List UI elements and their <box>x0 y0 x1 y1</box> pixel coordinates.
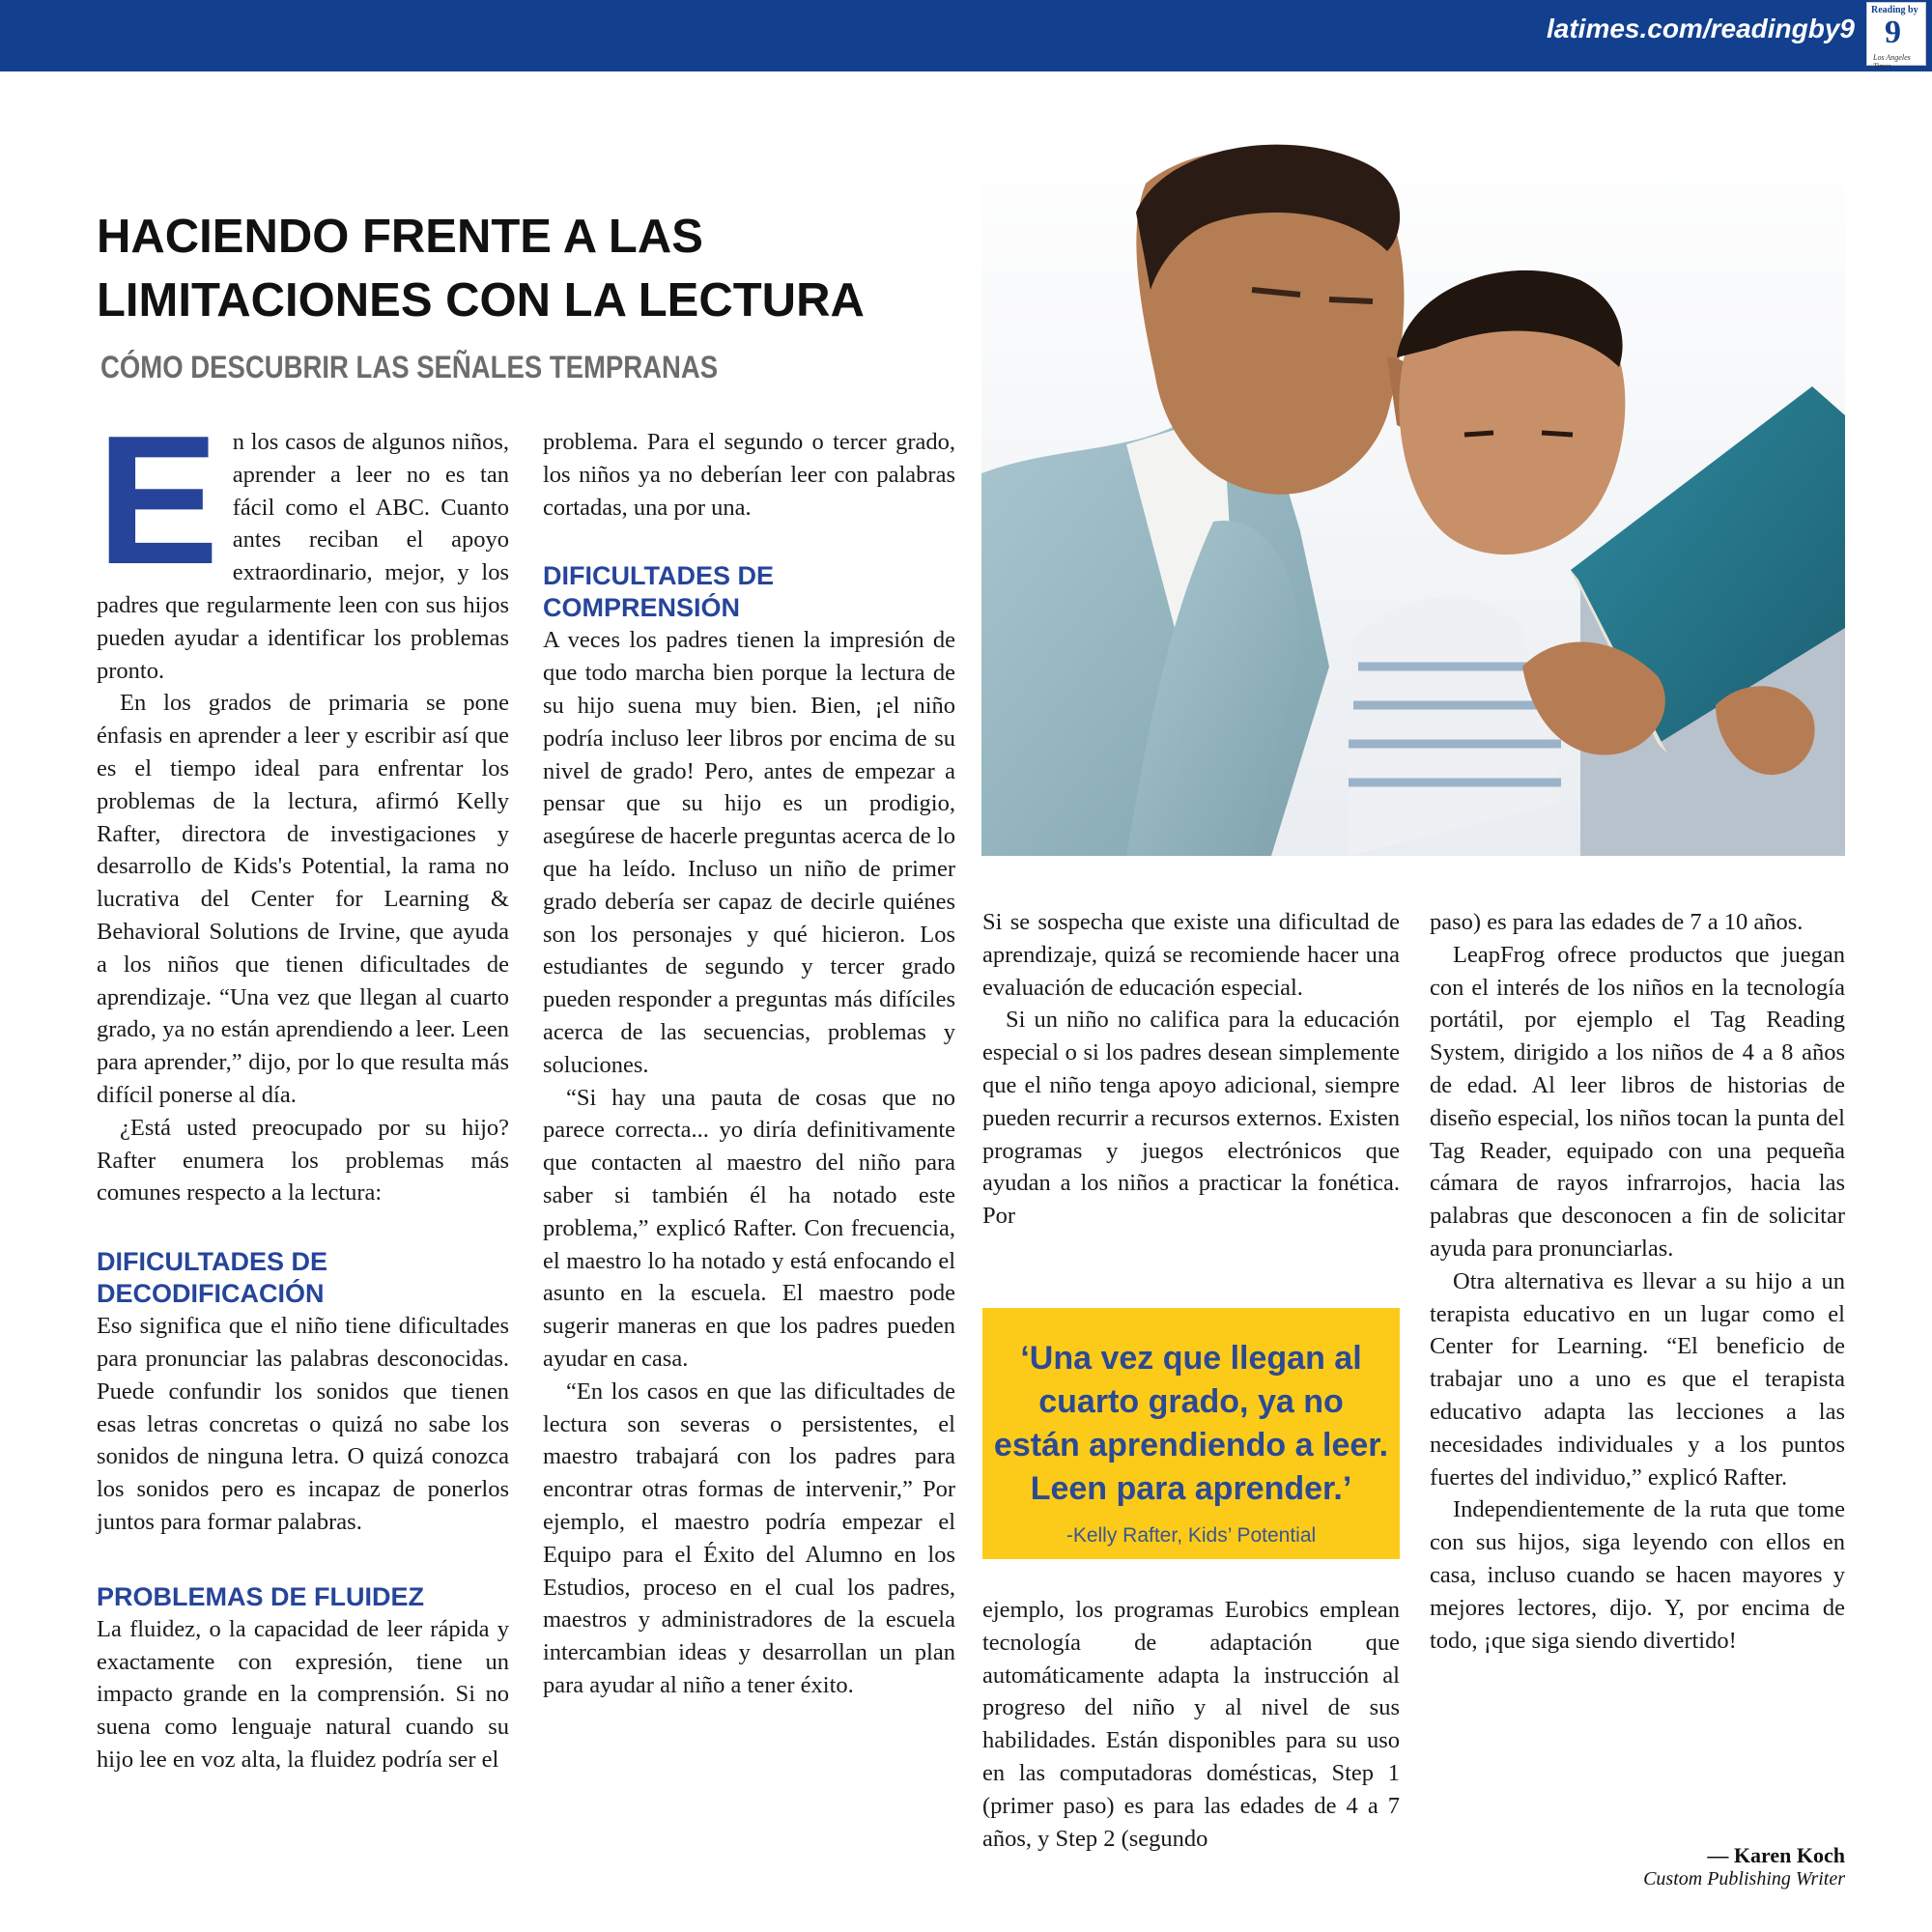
site-url[interactable]: latimes.com/readingby9 <box>1546 14 1855 43</box>
pull-quote-attribution: -Kelly Rafter, Kids’ Potential <box>1065 1524 1317 1547</box>
paragraph: La fluidez, o la capacidad de leer rápida y exactamente con expresión, tiene un impacto grande en la comprensión. Si no suena como lenguaje natural cuando su hijo lee en voz alta, la fluidez podría ser el <box>97 1615 509 1773</box>
paragraph: ¿Está usted preocupado por su hijo? Rafter enumera los problemas más comunes respecto a la lectura: <box>97 1114 509 1207</box>
paragraph: A veces los padres tienen la impresión de que todo marcha bien porque la lectura de su hijo suena muy bien. Bien, ¡el niño podría incluso leer libros por encima de su nivel de grado! Pero, antes de empezar a pensar que su hijo es un prodigio, asegúrese de hacerle preguntas acerca de lo que ha leído. Incluso un niño de primer grado debería ser capaz de decirle quiénes son los personajes y qué hicieron. Los estudiantes de segundo y tercer grado pueden responder a preguntas más difíciles acerca de las secuencias, problemas y soluciones. <box>543 627 955 1078</box>
article-column-3-top <box>982 906 1400 1233</box>
paragraph: “Si hay una pauta de cosas que no parece correcta... yo diría definitivamente que contacten al maestro del niño para saber si también él ha notado este problema,” explicó Rafter. Con frecuencia, el maestro lo ha notado y está enfocando el asunto en la escuela. El maestro pode sugerir maneras en que los padres pueden ayudar en casa. <box>543 1084 955 1372</box>
section-heading-comprension: DIFICULTADES DE COMPRENSIÓN <box>543 561 774 623</box>
byline <box>1643 1843 1845 1890</box>
paragraph: Otra alternativa es llevar a su hijo a un terapista educativo en un lugar como el Center for Learning. “El beneficio de trabajar uno a uno es que el terapista educativo adapta las lecciones a las necesidades individuales y a los puntos fuertes del individuo,” explicó Rafter. <box>1430 1267 1845 1491</box>
header-bar <box>0 0 1932 71</box>
paragraph: problema. Para el segundo o tercer grado, los niños ya no deberían leer con palabras cortadas, una por una. <box>543 429 955 521</box>
paragraph: Si se sospecha que existe una dificultad de aprendizaje, quizá se recomiende hacer una evaluación de educación especial. <box>982 909 1400 1001</box>
paragraph: Independientemente de la ruta que tome con sus hijos, siga leyendo con ellos en casa, incluso cuando se hacen mayores y mejores lectores, dijo. Y, por encima de todo, ¡que siga siendo divertido! <box>1430 1496 1845 1654</box>
article-column-4 <box>1430 906 1845 1657</box>
paragraph: Eso significa que el niño tiene dificultades para pronunciar las palabras desconocidas. Puede confundir los sonidos que tienen esas letras concretas o quizá no sabe los sonidos de ninguna letra. O quizá conozca los sonidos pero es incapaz de ponerlos juntos para formar palabras. <box>97 1313 509 1535</box>
reading-by-9-logo[interactable] <box>1866 2 1926 71</box>
paragraph: Si un niño no califica para la educación especial o si los padres desean simplemente que el niño tenga apoyo adicional, siempre pueden recurrir a recursos externos. Existen programas y juegos electrónicos que ayudan a los niños a practicar la fonética. Por <box>982 1007 1400 1230</box>
paragraph: paso) es para las edades de 7 a 10 años. <box>1430 909 1804 935</box>
paragraph: ejemplo, los programas Eurobics emplean tecnología de adaptación que automáticamente adapta la instrucción al progreso del niño y al nivel de sus habilidades. Están disponibles para su uso en las computadoras domésticas, Step 1 (primer paso) es para las edades de 4 a 7 años, y Step 2 (segundo <box>982 1597 1400 1852</box>
photo-illustration <box>981 126 1845 856</box>
paragraph: En los grados de primaria se pone énfasis en aprender a leer y escribir así que es el tiempo ideal para enfrentar los problemas de la lectura, afirmó Kelly Rafter, directora de investigaciones y desarrollo de Kids's Potential, la rama no lucrativa del Center for Learning & Behavioral Solutions de Irvine, que ayuda a los niños que tienen dificultades de aprendizaje. “Una vez que llegan al cuarto grado, ya no están aprendiendo a leer. Leen para aprender,” dijo, por lo que resulta más difícil ponerse al día. <box>97 690 509 1108</box>
paragraph: n los casos de algunos niños, aprender a leer no es tan fácil como el ABC. Cuanto antes reciban el apoyo extraordinario, mejor, y los padres que regularmente leen con sus hijos pueden ayudar a identificar los problemas pronto. <box>97 429 509 684</box>
article-headline: HACIENDO FRENTE A LAS LIMITACIONES CON LA LECTURA <box>97 211 865 327</box>
paragraph: “En los casos en que las dificultades de lectura son severas o persistentes, el maestro trabajará con los padres para encontrar otras formas de intervenir,” Por ejemplo, el maestro podría empezar el Equipo para el Éxito del Alumno en los Estudios, proceso en el cual los padres, maestros y administradores de la escuela intercambian ideas y desarrollan un plan para ayudar al niño a tener éxito. <box>543 1378 955 1698</box>
paragraph: LeapFrog ofrece productos que juegan con el interés de los niños en la tecnología portátil, por ejemplo el Tag Reading System, dirigido a los niños de 4 a 8 años de edad. Al leer libros de historias de diseño especial, los niños tocan la punta del Tag Reader, equipado con una pequeña cámara de rayos infrarrojos, hacia las palabras que desconocen a fin de solicitar ayuda para pronunciarlas. <box>1430 941 1845 1262</box>
logo-number: 9 <box>1885 14 1901 50</box>
section-heading-decodificacion: DIFICULTADES DE DECODIFICACIÓN <box>97 1247 327 1309</box>
author-name: — Karen Koch <box>1707 1843 1845 1867</box>
article-column-2 <box>543 426 955 1702</box>
pull-quote <box>982 1308 1400 1559</box>
father-son-reading-photo <box>981 126 1845 856</box>
logo-top-text: Reading by <box>1871 5 1918 15</box>
article-column-1 <box>97 398 509 1776</box>
pull-quote-text: ‘Una vez que llegan al cuarto grado, ya no están aprendiendo a leer. Leen para aprender.’ <box>993 1340 1389 1507</box>
author-title: Custom Publishing Writer <box>1643 1868 1845 1889</box>
article-subtitle: CÓMO DESCUBRIR LAS SEÑALES TEMPRANAS <box>100 350 719 384</box>
article-column-3-bottom <box>982 1594 1400 1855</box>
drop-cap: E <box>97 398 219 603</box>
logo-bottom-text: Los Angeles Times <box>1873 53 1911 71</box>
section-heading-fluidez: PROBLEMAS DE FLUIDEZ <box>97 1581 425 1611</box>
